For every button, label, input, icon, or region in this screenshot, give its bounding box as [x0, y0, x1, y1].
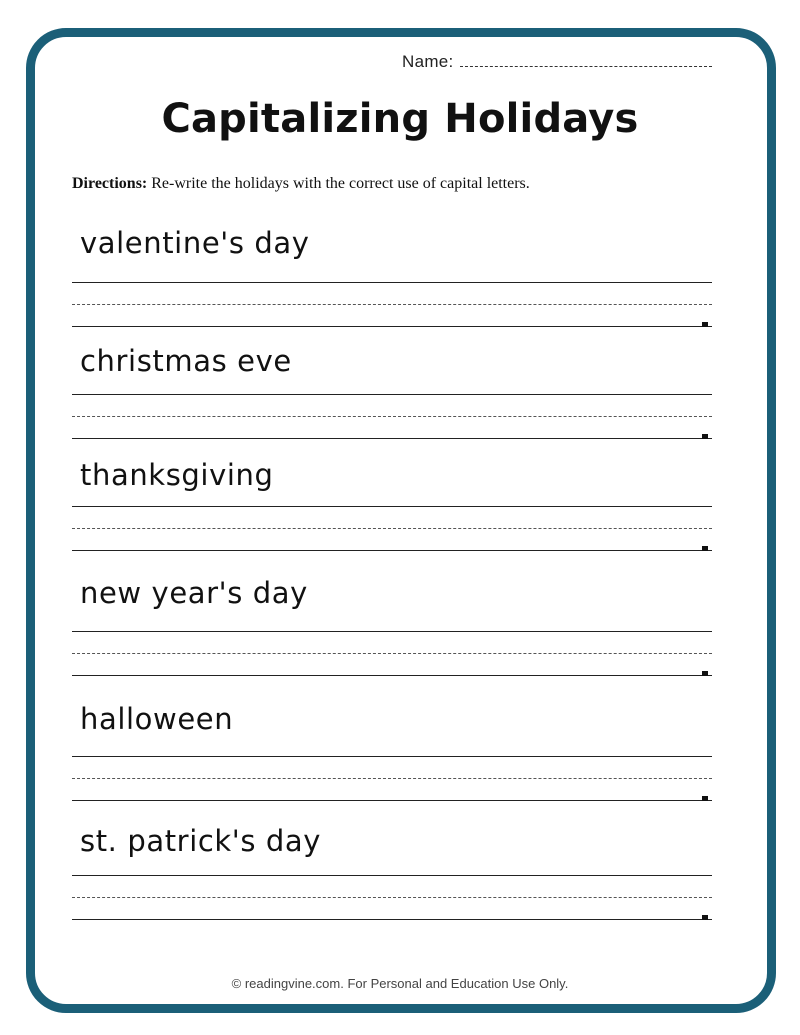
period-mark — [702, 322, 708, 327]
holiday-word: halloween — [80, 702, 234, 736]
writing-line-base[interactable] — [72, 326, 712, 327]
name-field[interactable] — [402, 52, 712, 72]
holiday-word: christmas eve — [80, 344, 292, 378]
holiday-word: new year's day — [80, 576, 308, 610]
writing-line-top — [72, 282, 712, 283]
name-label: Name: — [402, 52, 454, 71]
period-mark — [702, 434, 708, 439]
directions-label: Directions: — [72, 175, 148, 192]
holiday-word: thanksgiving — [80, 458, 274, 492]
period-mark — [702, 546, 708, 551]
writing-line-base[interactable] — [72, 438, 712, 439]
writing-line-middle — [72, 304, 712, 305]
holiday-word: valentine's day — [80, 226, 310, 260]
period-mark — [702, 915, 708, 920]
period-mark — [702, 796, 708, 801]
writing-line-top — [72, 756, 712, 757]
holiday-word: st. patrick's day — [80, 824, 322, 858]
page-title: Capitalizing Holidays — [161, 96, 639, 142]
writing-line-base[interactable] — [72, 919, 712, 920]
writing-line-middle — [72, 528, 712, 529]
writing-line-base[interactable] — [72, 800, 712, 801]
name-blank-line[interactable] — [460, 56, 712, 67]
writing-line-top — [72, 506, 712, 507]
writing-line-base[interactable] — [72, 550, 712, 551]
writing-line-middle — [72, 897, 712, 898]
writing-line-middle — [72, 653, 712, 654]
directions — [72, 175, 530, 193]
writing-line-base[interactable] — [72, 675, 712, 676]
writing-line-top — [72, 394, 712, 395]
writing-line-middle — [72, 416, 712, 417]
writing-line-top — [72, 631, 712, 632]
writing-line-top — [72, 875, 712, 876]
writing-line-middle — [72, 778, 712, 779]
directions-text: Re-write the holidays with the correct use of capital letters. — [151, 175, 530, 192]
period-mark — [702, 671, 708, 676]
copyright-footer: © readingvine.com. For Personal and Education Use Only. — [231, 976, 569, 991]
